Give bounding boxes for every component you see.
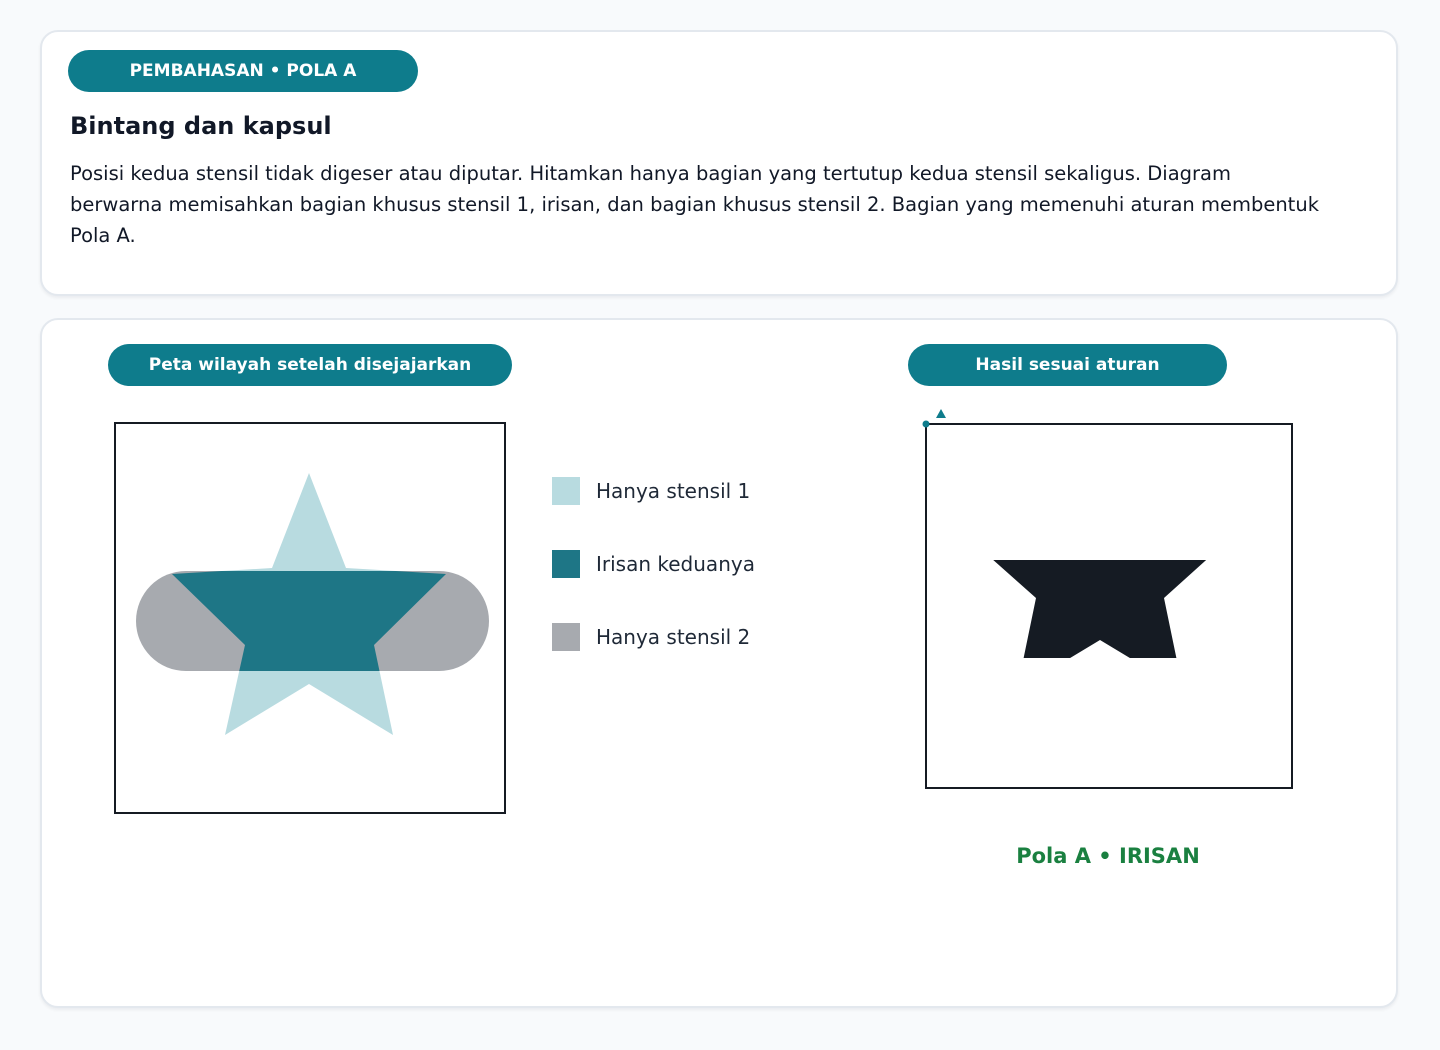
lesson-tag: PEMBAHASAN • POLA A [68,50,418,92]
legend-swatch-intersection [552,550,580,578]
legend-item-stencil-2 [552,622,750,652]
result-caption: Pola A • IRISAN [1016,844,1200,868]
legend-label-stencil-2: Hanya stensil 2 [596,625,751,649]
legend-label-intersection: Irisan keduanya [596,552,755,576]
legend-swatch-stencil-2 [552,623,580,651]
legend-swatch-stencil-1 [552,477,580,505]
region-map [114,422,508,816]
origin-marker-icon [923,421,930,428]
lesson-description: Posisi kedua stensil tidak digeser atau diputar. Hitamkan hanya bagian yang tertutup kedua stensil sekaligus. Diagram berwarna memisahkan bagian khusus stensil 1, irisan, dan bagian khusus stensil 2. Bagian yang memenuhi aturan membentuk Pola A. [70,162,1319,247]
diagram-card [40,318,1398,1008]
result-pattern [918,406,1298,806]
intro-card [40,30,1398,296]
legend-item-stencil-1 [552,476,750,506]
region-map-heading: Peta wilayah setelah disejajarkan [108,344,512,386]
legend-item-intersection [552,549,755,579]
legend-label-stencil-1: Hanya stensil 1 [596,479,751,503]
result-heading: Hasil sesuai aturan [908,344,1227,386]
up-arrow-icon [936,409,946,418]
lesson-title: Bintang dan kapsul [70,112,332,140]
